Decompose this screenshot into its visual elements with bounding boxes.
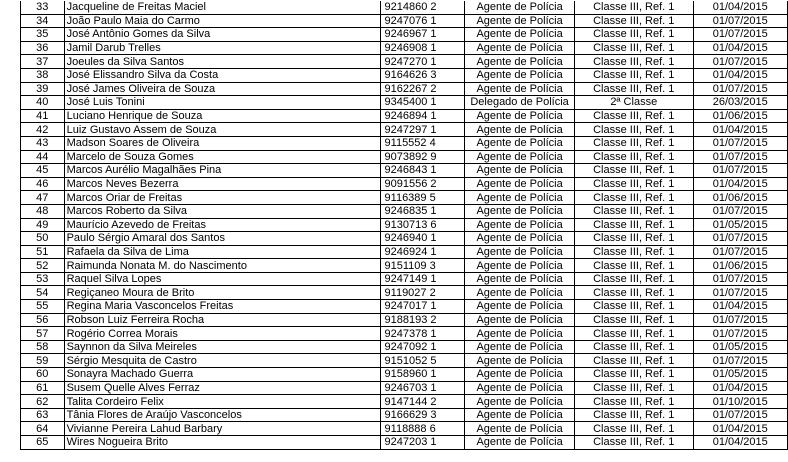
registration-number-cell: 9214860 2 <box>380 1 465 14</box>
employee-name-cell: Marcos Oriar de Freitas <box>64 191 380 205</box>
table-row <box>21 218 788 232</box>
registration-number-cell: 9246940 1 <box>380 232 465 246</box>
effective-date-cell: 01/07/2015 <box>693 327 788 341</box>
row-number-cell: 59 <box>21 354 65 368</box>
employee-name-cell: Maurício Azevedo de Freitas <box>64 218 380 232</box>
effective-date-cell: 01/07/2015 <box>693 286 788 300</box>
row-number-cell: 61 <box>21 381 65 395</box>
job-title-cell: Agente de Polícia <box>465 41 575 55</box>
employee-name-cell: Madson Soares de Oliveira <box>64 136 380 150</box>
job-title-cell: Agente de Polícia <box>465 381 575 395</box>
job-class-cell: Classe III, Ref. 1 <box>575 422 693 436</box>
registration-number-cell: 9247203 1 <box>380 436 465 450</box>
row-number-cell: 44 <box>21 150 65 164</box>
employee-name-cell: Vivianne Pereira Lahud Barbary <box>64 422 380 436</box>
registration-number-cell: 9130713 6 <box>380 218 465 232</box>
job-class-cell: 2ª Classe <box>575 96 693 110</box>
job-title-cell: Agente de Polícia <box>465 259 575 273</box>
table-row <box>21 395 788 409</box>
personnel-table-body <box>21 1 788 449</box>
job-title-cell: Delegado de Polícia <box>465 96 575 110</box>
row-number-cell: 42 <box>21 123 65 137</box>
job-class-cell: Classe III, Ref. 1 <box>575 313 693 327</box>
employee-name-cell: Susem Quelle Alves Ferraz <box>64 381 380 395</box>
row-number-cell: 47 <box>21 191 65 205</box>
employee-name-cell: Raimunda Nonata M. do Nascimento <box>64 259 380 273</box>
employee-name-cell: Jamil Darub Trelles <box>64 41 380 55</box>
job-class-cell: Classe III, Ref. 1 <box>575 245 693 259</box>
job-title-cell: Agente de Polícia <box>465 28 575 42</box>
row-number-cell: 58 <box>21 340 65 354</box>
row-number-cell: 65 <box>21 436 65 450</box>
table-row <box>21 300 788 314</box>
job-class-cell: Classe III, Ref. 1 <box>575 109 693 123</box>
job-class-cell: Classe III, Ref. 1 <box>575 123 693 137</box>
employee-name-cell: Talita Cordeiro Felix <box>64 395 380 409</box>
job-class-cell: Classe III, Ref. 1 <box>575 41 693 55</box>
row-number-cell: 56 <box>21 313 65 327</box>
row-number-cell: 39 <box>21 82 65 96</box>
job-title-cell: Agente de Polícia <box>465 191 575 205</box>
job-class-cell: Classe III, Ref. 1 <box>575 327 693 341</box>
effective-date-cell: 01/04/2015 <box>693 1 788 14</box>
job-title-cell: Agente de Polícia <box>465 177 575 191</box>
registration-number-cell: 9246967 1 <box>380 28 465 42</box>
table-row <box>21 204 788 218</box>
effective-date-cell: 01/07/2015 <box>693 150 788 164</box>
registration-number-cell: 9247017 1 <box>380 300 465 314</box>
row-number-cell: 48 <box>21 204 65 218</box>
registration-number-cell: 9118888 6 <box>380 422 465 436</box>
job-class-cell: Classe III, Ref. 1 <box>575 164 693 178</box>
registration-number-cell: 9246835 1 <box>380 204 465 218</box>
table-row <box>21 14 788 28</box>
row-number-cell: 33 <box>21 1 65 14</box>
employee-name-cell: Marcos Roberto da Silva <box>64 204 380 218</box>
table-row <box>21 177 788 191</box>
row-number-cell: 36 <box>21 41 65 55</box>
job-class-cell: Classe III, Ref. 1 <box>575 381 693 395</box>
row-number-cell: 55 <box>21 300 65 314</box>
job-class-cell: Classe III, Ref. 1 <box>575 354 693 368</box>
registration-number-cell: 9345400 1 <box>380 96 465 110</box>
table-row <box>21 272 788 286</box>
job-class-cell: Classe III, Ref. 1 <box>575 204 693 218</box>
job-title-cell: Agente de Polícia <box>465 232 575 246</box>
registration-number-cell: 9247076 1 <box>380 14 465 28</box>
employee-name-cell: José Luis Tonini <box>64 96 380 110</box>
effective-date-cell: 01/04/2015 <box>693 123 788 137</box>
table-row <box>21 368 788 382</box>
table-row <box>21 136 788 150</box>
employee-name-cell: Rafaela da Silva de Lima <box>64 245 380 259</box>
registration-number-cell: 9115552 4 <box>380 136 465 150</box>
job-title-cell: Agente de Polícia <box>465 1 575 14</box>
effective-date-cell: 01/07/2015 <box>693 164 788 178</box>
effective-date-cell: 01/04/2015 <box>693 381 788 395</box>
job-class-cell: Classe III, Ref. 1 <box>575 436 693 450</box>
registration-number-cell: 9246894 1 <box>380 109 465 123</box>
table-row <box>21 123 788 137</box>
job-class-cell: Classe III, Ref. 1 <box>575 191 693 205</box>
registration-number-cell: 9116389 5 <box>380 191 465 205</box>
employee-name-cell: João Paulo Maia do Carmo <box>64 14 380 28</box>
effective-date-cell: 01/05/2015 <box>693 368 788 382</box>
effective-date-cell: 01/10/2015 <box>693 395 788 409</box>
job-class-cell: Classe III, Ref. 1 <box>575 177 693 191</box>
registration-number-cell: 9073892 9 <box>380 150 465 164</box>
effective-date-cell: 01/07/2015 <box>693 82 788 96</box>
table-row <box>21 191 788 205</box>
job-class-cell: Classe III, Ref. 1 <box>575 136 693 150</box>
employee-name-cell: Marcelo de Souza Gomes <box>64 150 380 164</box>
employee-name-cell: Luiz Gustavo Assem de Souza <box>64 123 380 137</box>
table-row <box>21 286 788 300</box>
effective-date-cell: 01/07/2015 <box>693 245 788 259</box>
job-class-cell: Classe III, Ref. 1 <box>575 368 693 382</box>
job-title-cell: Agente de Polícia <box>465 55 575 69</box>
job-class-cell: Classe III, Ref. 1 <box>575 286 693 300</box>
table-row <box>21 354 788 368</box>
job-title-cell: Agente de Polícia <box>465 272 575 286</box>
registration-number-cell: 9246703 1 <box>380 381 465 395</box>
employee-name-cell: José Elissandro Silva da Costa <box>64 68 380 82</box>
registration-number-cell: 9247092 1 <box>380 340 465 354</box>
row-number-cell: 35 <box>21 28 65 42</box>
job-class-cell: Classe III, Ref. 1 <box>575 408 693 422</box>
job-class-cell: Classe III, Ref. 1 <box>575 14 693 28</box>
employee-name-cell: José James Oliveira de Souza <box>64 82 380 96</box>
registration-number-cell: 9091556 2 <box>380 177 465 191</box>
table-row <box>21 313 788 327</box>
row-number-cell: 40 <box>21 96 65 110</box>
effective-date-cell: 26/03/2015 <box>693 96 788 110</box>
registration-number-cell: 9151109 3 <box>380 259 465 273</box>
registration-number-cell: 9164626 3 <box>380 68 465 82</box>
effective-date-cell: 01/04/2015 <box>693 41 788 55</box>
registration-number-cell: 9247297 1 <box>380 123 465 137</box>
row-number-cell: 37 <box>21 55 65 69</box>
table-row <box>21 150 788 164</box>
effective-date-cell: 01/07/2015 <box>693 28 788 42</box>
table-row <box>21 245 788 259</box>
effective-date-cell: 01/07/2015 <box>693 354 788 368</box>
registration-number-cell: 9158960 1 <box>380 368 465 382</box>
table-row <box>21 96 788 110</box>
employee-name-cell: Raquel Silva Lopes <box>64 272 380 286</box>
row-number-cell: 62 <box>21 395 65 409</box>
employee-name-cell: Wires Nogueira Brito <box>64 436 380 450</box>
registration-number-cell: 9188193 2 <box>380 313 465 327</box>
row-number-cell: 43 <box>21 136 65 150</box>
job-title-cell: Agente de Polícia <box>465 218 575 232</box>
employee-name-cell: Rogério Correa Morais <box>64 327 380 341</box>
job-class-cell: Classe III, Ref. 1 <box>575 300 693 314</box>
job-title-cell: Agente de Polícia <box>465 422 575 436</box>
job-class-cell: Classe III, Ref. 1 <box>575 259 693 273</box>
job-title-cell: Agente de Polícia <box>465 204 575 218</box>
effective-date-cell: 01/07/2015 <box>693 14 788 28</box>
effective-date-cell: 01/07/2015 <box>693 272 788 286</box>
job-class-cell: Classe III, Ref. 1 <box>575 68 693 82</box>
employee-name-cell: José Antônio Gomes da Silva <box>64 28 380 42</box>
job-title-cell: Agente de Polícia <box>465 368 575 382</box>
effective-date-cell: 01/04/2015 <box>693 300 788 314</box>
effective-date-cell: 01/04/2015 <box>693 68 788 82</box>
table-row <box>21 82 788 96</box>
row-number-cell: 57 <box>21 327 65 341</box>
table-row <box>21 1 788 14</box>
job-title-cell: Agente de Polícia <box>465 286 575 300</box>
registration-number-cell: 9247378 1 <box>380 327 465 341</box>
effective-date-cell: 01/05/2015 <box>693 340 788 354</box>
job-class-cell: Classe III, Ref. 1 <box>575 340 693 354</box>
effective-date-cell: 01/07/2015 <box>693 232 788 246</box>
registration-number-cell: 9162267 2 <box>380 82 465 96</box>
employee-name-cell: Sonayra Machado Guerra <box>64 368 380 382</box>
registration-number-cell: 9119027 2 <box>380 286 465 300</box>
job-title-cell: Agente de Polícia <box>465 14 575 28</box>
table-row <box>21 327 788 341</box>
registration-number-cell: 9147144 2 <box>380 395 465 409</box>
registration-number-cell: 9166629 3 <box>380 408 465 422</box>
table-row <box>21 68 788 82</box>
registration-number-cell: 9246908 1 <box>380 41 465 55</box>
registration-number-cell: 9246924 1 <box>380 245 465 259</box>
effective-date-cell: 01/06/2015 <box>693 109 788 123</box>
table-row <box>21 232 788 246</box>
job-class-cell: Classe III, Ref. 1 <box>575 1 693 14</box>
effective-date-cell: 01/04/2015 <box>693 436 788 450</box>
job-title-cell: Agente de Polícia <box>465 123 575 137</box>
employee-name-cell: Marcos Neves Bezerra <box>64 177 380 191</box>
job-class-cell: Classe III, Ref. 1 <box>575 395 693 409</box>
employee-name-cell: Marcos Aurélio Magalhães Pina <box>64 164 380 178</box>
row-number-cell: 41 <box>21 109 65 123</box>
job-title-cell: Agente de Polícia <box>465 150 575 164</box>
job-title-cell: Agente de Polícia <box>465 408 575 422</box>
employee-name-cell: Paulo Sérgio Amaral dos Santos <box>64 232 380 246</box>
personnel-table-container <box>20 1 788 450</box>
job-title-cell: Agente de Polícia <box>465 436 575 450</box>
job-title-cell: Agente de Polícia <box>465 136 575 150</box>
effective-date-cell: 01/04/2015 <box>693 177 788 191</box>
job-class-cell: Classe III, Ref. 1 <box>575 218 693 232</box>
employee-name-cell: Regina Maria Vasconcelos Freitas <box>64 300 380 314</box>
row-number-cell: 38 <box>21 68 65 82</box>
table-row <box>21 381 788 395</box>
effective-date-cell: 01/07/2015 <box>693 55 788 69</box>
effective-date-cell: 01/07/2015 <box>693 408 788 422</box>
row-number-cell: 45 <box>21 164 65 178</box>
job-title-cell: Agente de Polícia <box>465 68 575 82</box>
table-row <box>21 109 788 123</box>
employee-name-cell: Luciano Henrique de Souza <box>64 109 380 123</box>
row-number-cell: 49 <box>21 218 65 232</box>
job-class-cell: Classe III, Ref. 1 <box>575 82 693 96</box>
table-row <box>21 436 788 450</box>
job-class-cell: Classe III, Ref. 1 <box>575 150 693 164</box>
employee-name-cell: Joeules da Silva Santos <box>64 55 380 69</box>
job-title-cell: Agente de Polícia <box>465 109 575 123</box>
row-number-cell: 64 <box>21 422 65 436</box>
registration-number-cell: 9247149 1 <box>380 272 465 286</box>
registration-number-cell: 9151052 5 <box>380 354 465 368</box>
effective-date-cell: 01/06/2015 <box>693 191 788 205</box>
registration-number-cell: 9246843 1 <box>380 164 465 178</box>
job-title-cell: Agente de Polícia <box>465 245 575 259</box>
table-row <box>21 259 788 273</box>
job-title-cell: Agente de Polícia <box>465 327 575 341</box>
table-row <box>21 422 788 436</box>
job-class-cell: Classe III, Ref. 1 <box>575 232 693 246</box>
row-number-cell: 53 <box>21 272 65 286</box>
table-row <box>21 55 788 69</box>
personnel-table <box>20 1 788 450</box>
row-number-cell: 34 <box>21 14 65 28</box>
employee-name-cell: Sérgio Mesquita de Castro <box>64 354 380 368</box>
effective-date-cell: 01/07/2015 <box>693 313 788 327</box>
row-number-cell: 51 <box>21 245 65 259</box>
effective-date-cell: 01/07/2015 <box>693 204 788 218</box>
employee-name-cell: Robson Luiz Ferreira Rocha <box>64 313 380 327</box>
row-number-cell: 54 <box>21 286 65 300</box>
table-row <box>21 164 788 178</box>
job-title-cell: Agente de Polícia <box>465 313 575 327</box>
row-number-cell: 52 <box>21 259 65 273</box>
effective-date-cell: 01/07/2015 <box>693 136 788 150</box>
employee-name-cell: Tânia Flores de Araújo Vasconcelos <box>64 408 380 422</box>
job-title-cell: Agente de Polícia <box>465 164 575 178</box>
row-number-cell: 50 <box>21 232 65 246</box>
table-row <box>21 340 788 354</box>
job-title-cell: Agente de Polícia <box>465 340 575 354</box>
registration-number-cell: 9247270 1 <box>380 55 465 69</box>
job-title-cell: Agente de Polícia <box>465 395 575 409</box>
table-row <box>21 41 788 55</box>
row-number-cell: 60 <box>21 368 65 382</box>
effective-date-cell: 01/04/2015 <box>693 422 788 436</box>
employee-name-cell: Regiçaneo Moura de Brito <box>64 286 380 300</box>
table-row <box>21 28 788 42</box>
job-class-cell: Classe III, Ref. 1 <box>575 272 693 286</box>
job-class-cell: Classe III, Ref. 1 <box>575 55 693 69</box>
job-title-cell: Agente de Polícia <box>465 300 575 314</box>
job-class-cell: Classe III, Ref. 1 <box>575 28 693 42</box>
job-title-cell: Agente de Polícia <box>465 354 575 368</box>
employee-name-cell: Saynnon da Silva Meireles <box>64 340 380 354</box>
table-row <box>21 408 788 422</box>
row-number-cell: 63 <box>21 408 65 422</box>
effective-date-cell: 01/06/2015 <box>693 259 788 273</box>
job-title-cell: Agente de Polícia <box>465 82 575 96</box>
employee-name-cell: Jacqueline de Freitas Maciel <box>64 1 380 14</box>
effective-date-cell: 01/05/2015 <box>693 218 788 232</box>
row-number-cell: 46 <box>21 177 65 191</box>
